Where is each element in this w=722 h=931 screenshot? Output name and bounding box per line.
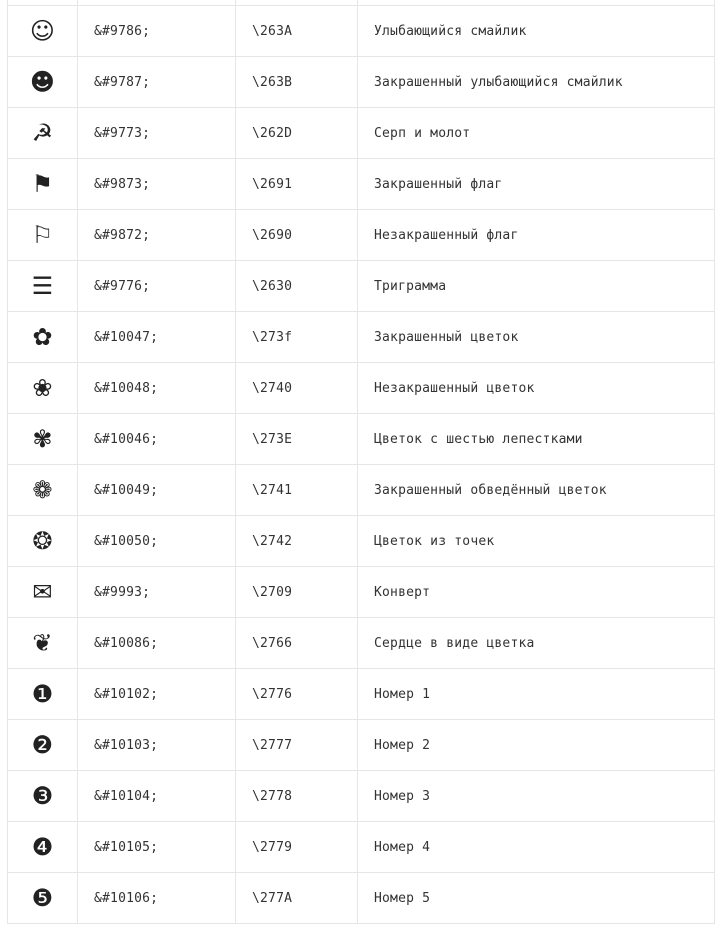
html-entity-cell: &#10050; <box>78 516 236 567</box>
circled-open-centre-star-icon: ❂ <box>32 527 53 555</box>
table-row <box>8 312 715 363</box>
glyph-cell <box>8 618 78 669</box>
html-entity-cell: &#10046; <box>78 414 236 465</box>
trigram-icon: ☰ <box>31 272 54 300</box>
number-four-circle-icon: ❹ <box>31 833 54 861</box>
glyph-cell <box>8 363 78 414</box>
css-code-cell: \273f <box>236 312 358 363</box>
glyph-cell <box>8 108 78 159</box>
html-entity-cell: &#9993; <box>78 567 236 618</box>
description-cell: Улыбающийся смайлик <box>358 6 715 57</box>
html-entity-cell: &#10049; <box>78 465 236 516</box>
description-cell: Цветок из точек <box>358 516 715 567</box>
number-one-circle-icon: ❶ <box>31 680 54 708</box>
html-entity-cell: &#9773; <box>78 108 236 159</box>
css-code-cell: \2779 <box>236 822 358 873</box>
number-five-circle-icon: ❺ <box>31 884 54 912</box>
description-cell: Закрашенный флаг <box>358 159 715 210</box>
description-cell: Триграмма <box>358 261 715 312</box>
table-row <box>8 159 715 210</box>
description-cell: Сердце в виде цветка <box>358 618 715 669</box>
html-entity-cell: &#9873; <box>78 159 236 210</box>
description-cell: Конверт <box>358 567 715 618</box>
description-cell: Номер 5 <box>358 873 715 924</box>
table-row <box>8 414 715 465</box>
glyph-cell <box>8 57 78 108</box>
description-cell: Номер 1 <box>358 669 715 720</box>
number-two-circle-icon: ❷ <box>31 731 54 759</box>
css-code-cell: \277A <box>236 873 358 924</box>
glyph-cell <box>8 567 78 618</box>
table-row <box>8 669 715 720</box>
description-cell: Закрашенный цветок <box>358 312 715 363</box>
symbols-table <box>7 0 715 924</box>
description-cell: Номер 4 <box>358 822 715 873</box>
table-row <box>8 57 715 108</box>
glyph-cell <box>8 312 78 363</box>
css-code-cell: \2691 <box>236 159 358 210</box>
table-row <box>8 720 715 771</box>
description-cell: Цветок с шестью лепестками <box>358 414 715 465</box>
glyph-cell <box>8 210 78 261</box>
css-code-cell: \262D <box>236 108 358 159</box>
html-entity-cell: &#10047; <box>78 312 236 363</box>
white-smiling-face-icon: ☺ <box>29 17 56 45</box>
css-code-cell: \2766 <box>236 618 358 669</box>
glyph-cell <box>8 414 78 465</box>
css-code-cell: \2741 <box>236 465 358 516</box>
html-entity-cell: &#9786; <box>78 6 236 57</box>
html-entity-cell: &#10106; <box>78 873 236 924</box>
glyph-cell <box>8 720 78 771</box>
glyph-cell <box>8 771 78 822</box>
table-row <box>8 567 715 618</box>
html-entity-cell: &#10104; <box>78 771 236 822</box>
html-entity-cell: &#9872; <box>78 210 236 261</box>
black-florette-icon: ✿ <box>32 323 53 351</box>
six-petalled-florette-icon: ✾ <box>32 425 53 453</box>
glyph-cell <box>8 873 78 924</box>
black-smiling-face-icon: ☻ <box>29 68 56 96</box>
white-flag-icon: ⚐ <box>31 221 54 249</box>
css-code-cell: \2630 <box>236 261 358 312</box>
css-code-cell: \2690 <box>236 210 358 261</box>
table-row <box>8 771 715 822</box>
description-cell: Номер 2 <box>358 720 715 771</box>
css-code-cell: \263A <box>236 6 358 57</box>
css-code-cell: \2777 <box>236 720 358 771</box>
description-cell: Серп и молот <box>358 108 715 159</box>
table-row <box>8 873 715 924</box>
html-entity-cell: &#10105; <box>78 822 236 873</box>
table-row <box>8 363 715 414</box>
table-row <box>8 210 715 261</box>
description-cell: Номер 3 <box>358 771 715 822</box>
glyph-cell <box>8 669 78 720</box>
css-code-cell: \2709 <box>236 567 358 618</box>
description-cell: Закрашенный улыбающийся смайлик <box>358 57 715 108</box>
number-three-circle-icon: ❸ <box>31 782 54 810</box>
envelope-icon: ✉ <box>32 578 53 606</box>
css-code-cell: \2778 <box>236 771 358 822</box>
description-cell: Закрашенный обведённый цветок <box>358 465 715 516</box>
table-row <box>8 465 715 516</box>
floral-heart-icon: ❦ <box>32 629 53 657</box>
css-code-cell: \2776 <box>236 669 358 720</box>
glyph-cell <box>8 822 78 873</box>
html-entity-cell: &#9776; <box>78 261 236 312</box>
html-entity-cell: &#10086; <box>78 618 236 669</box>
symbols-table-container <box>7 0 715 924</box>
html-entity-cell: &#10102; <box>78 669 236 720</box>
table-row <box>8 618 715 669</box>
glyph-cell <box>8 159 78 210</box>
symbols-table-body <box>8 0 715 924</box>
css-code-cell: \273E <box>236 414 358 465</box>
table-row <box>8 261 715 312</box>
black-flag-icon: ⚑ <box>31 170 54 198</box>
table-row <box>8 516 715 567</box>
html-entity-cell: &#10048; <box>78 363 236 414</box>
description-cell: Незакрашенный флаг <box>358 210 715 261</box>
css-code-cell: \2740 <box>236 363 358 414</box>
white-florette-icon: ❀ <box>32 374 53 402</box>
glyph-cell <box>8 6 78 57</box>
hammer-and-sickle-icon: ☭ <box>31 119 54 147</box>
html-entity-cell: &#10103; <box>78 720 236 771</box>
table-row <box>8 108 715 159</box>
css-code-cell: \2742 <box>236 516 358 567</box>
outlined-black-florette-icon: ❁ <box>32 476 53 504</box>
css-code-cell: \263B <box>236 57 358 108</box>
glyph-cell <box>8 465 78 516</box>
table-row <box>8 6 715 57</box>
table-row <box>8 822 715 873</box>
description-cell: Незакрашенный цветок <box>358 363 715 414</box>
html-entity-cell: &#9787; <box>78 57 236 108</box>
glyph-cell <box>8 516 78 567</box>
glyph-cell <box>8 261 78 312</box>
